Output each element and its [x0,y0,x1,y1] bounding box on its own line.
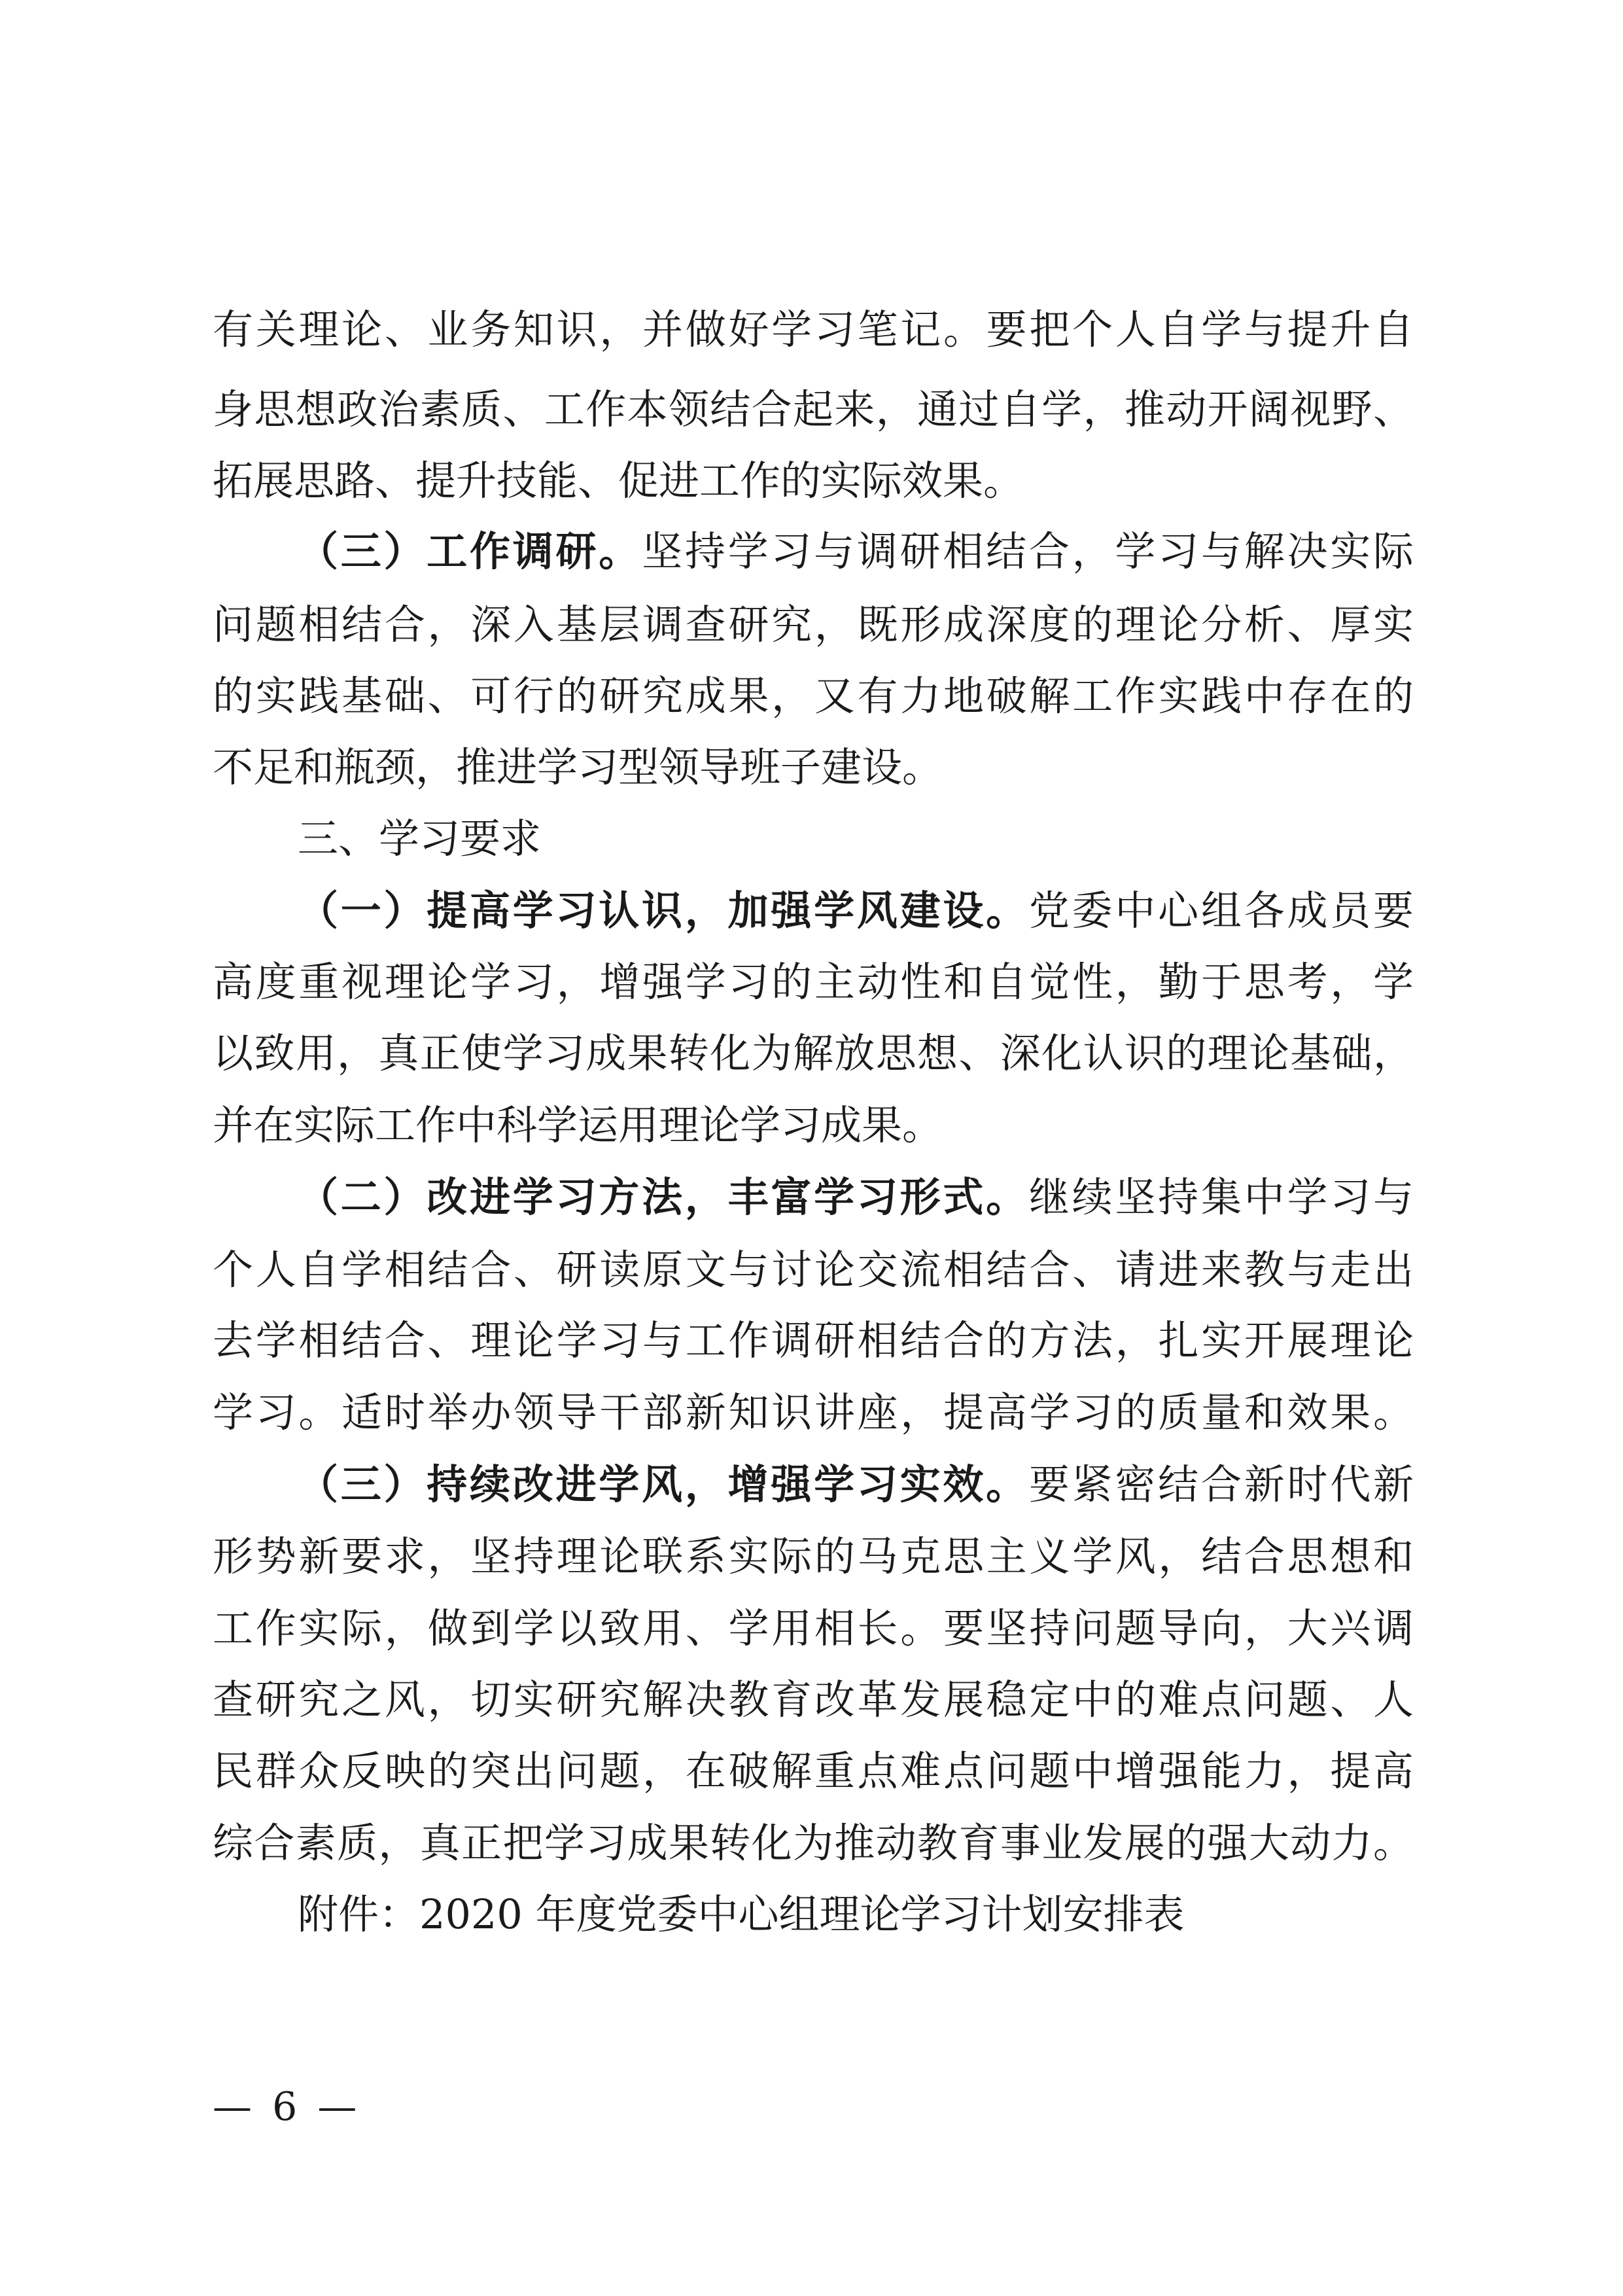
body-text-line: 查研究之风，切实研究解决教育改革发展稳定中的难点问题、人 [213,1676,1414,1723]
body-text-line: 去学相结合、理论学习与工作调研相结合的方法，扎实开展理论 [213,1316,1414,1364]
body-text-line: 以致用，真正使学习成果转化为解放思想、深化认识的理论基础， [213,1029,1414,1077]
subsection-title: （三）持续改进学风，增强学习实效。 [298,1460,1029,1508]
body-text-line: 不足和瓶颈，推进学习型领导班子建设。 [213,743,943,791]
subsection-title: （二）改进学习方法，丰富学习形式。 [298,1173,1029,1221]
body-text-line: 问题相结合，深入基层调查研究，既形成深度的理论分析、厚实 [213,601,1414,648]
body-text-line: 形势新要求，坚持理论联系实际的马克思主义学风，结合思想和 [213,1532,1414,1580]
body-text-line [298,877,1414,945]
attachment-line: 附件：2020 年度党委中心组理论学习计划安排表 [298,1890,1185,1938]
page-number: — 6 — [213,2084,361,2130]
body-text-line: 学习。适时举办领导干部新知识讲座，提高学习的质量和效果。 [213,1388,1414,1436]
body-text-line: 民群众反映的突出问题，在破解重点难点问题中增强能力，提高 [213,1747,1414,1795]
body-text: 坚持学习与调研相结合，学习与解决实际 [642,527,1414,575]
subsection-title: （三）工作调研。 [298,527,642,575]
body-text-line [298,1451,1414,1519]
body-text-line: 身思想政治素质、工作本领结合起来，通过自学，推动开阔视野、 [213,385,1414,433]
body-text-line: 有关理论、业务知识，并做好学习笔记。要把个人自学与提升自 [213,306,1414,353]
body-text: 党委中心组各成员要 [1028,887,1414,934]
body-text-line: 个人自学相结合、研读原文与讨论交流相结合、请进来教与走出 [213,1246,1414,1294]
body-text-line: 并在实际工作中科学运用理论学习成果。 [213,1101,943,1149]
section-heading: 三、学习要求 [298,815,542,862]
body-text-line: 综合素质，真正把学习成果转化为推动教育事业发展的强大动力。 [213,1819,1414,1867]
body-text-line [298,1163,1414,1231]
body-text: 要紧密结合新时代新 [1028,1460,1414,1508]
body-text-line: 拓展思路、提升技能、促进工作的实际效果。 [213,457,1024,504]
body-text-line: 工作实际，做到学以致用、学用相长。要坚持问题导向，大兴调 [213,1604,1414,1652]
body-text-line: 的实践基础、可行的研究成果，又有力地破解工作实践中存在的 [213,672,1414,720]
body-text-line [298,518,1414,586]
body-text: 继续坚持集中学习与 [1028,1173,1414,1221]
body-text-line: 高度重视理论学习，增强学习的主动性和自觉性，勤于思考，学 [213,958,1414,1006]
subsection-title: （一）提高学习认识，加强学风建设。 [298,887,1029,934]
